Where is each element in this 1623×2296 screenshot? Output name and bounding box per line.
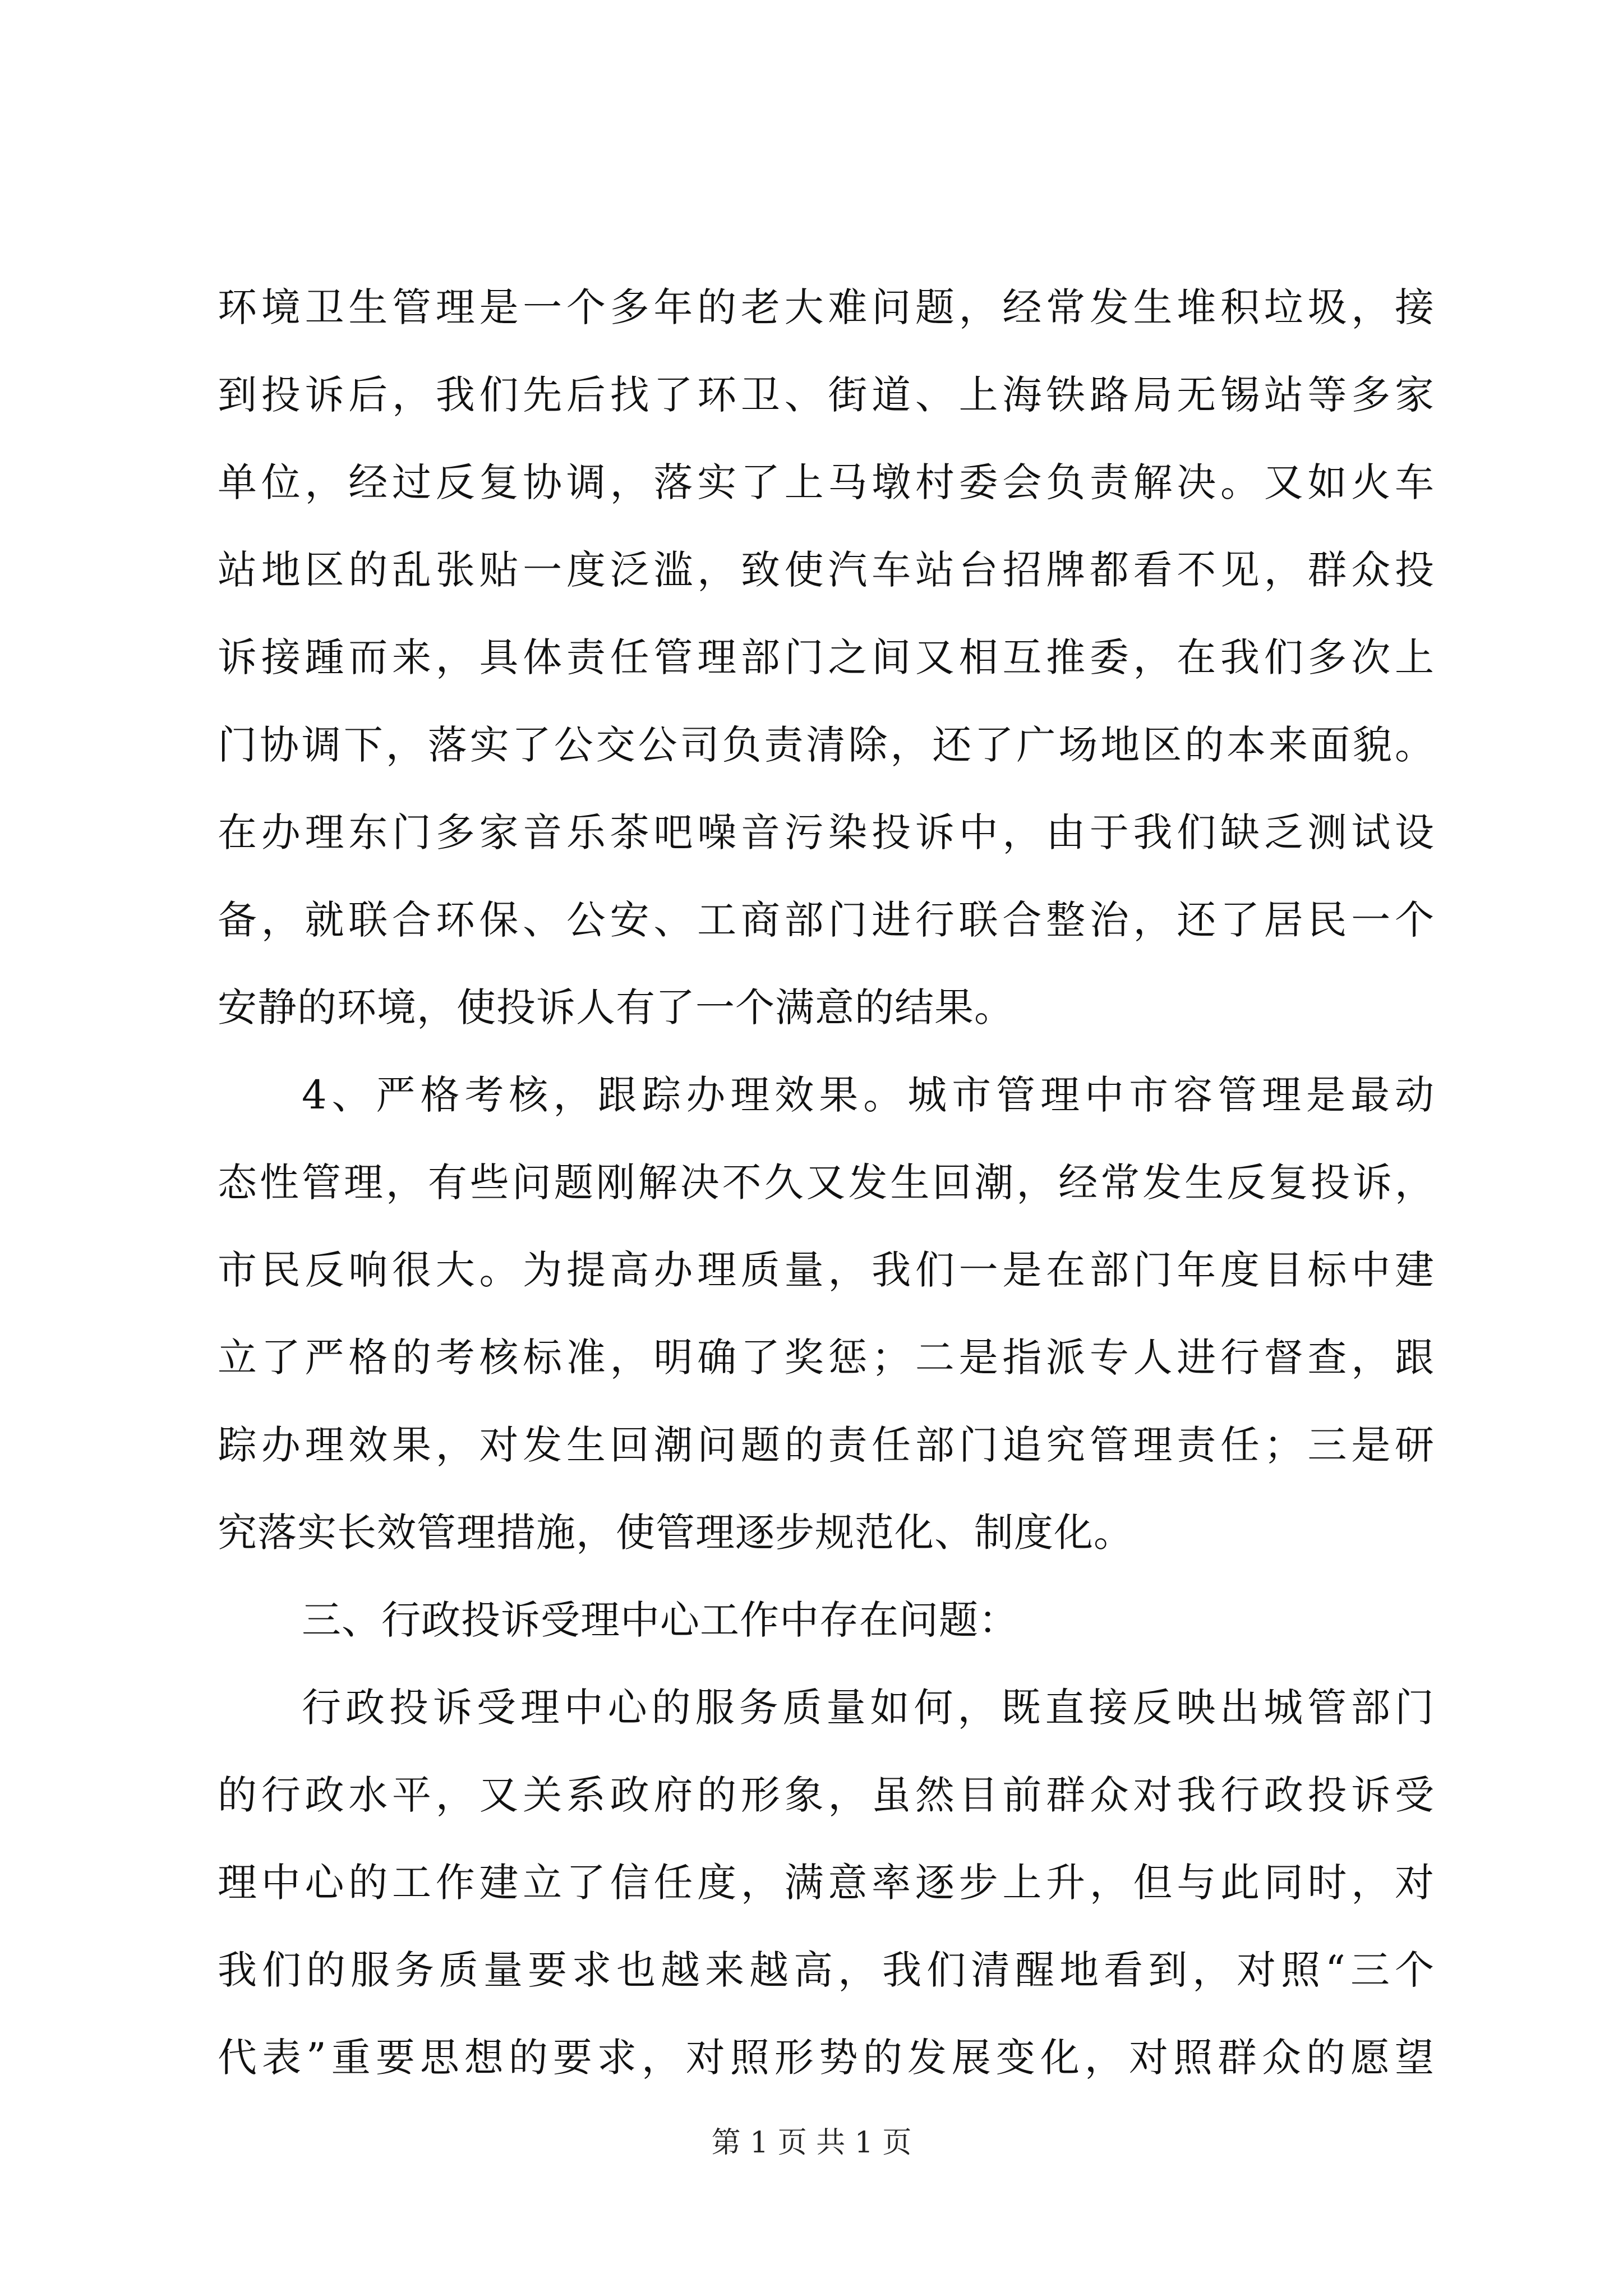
section-heading: 三、行政投诉受理中心工作中存在问题： (302, 1597, 1018, 1643)
text-line: 安静的环境，使投诉人有了一个满意的结果。 (218, 984, 1014, 1030)
text-line: 站地区的乱张贴一度泛滥，致使汽车站台招牌都看不见，群众投 (218, 547, 1435, 593)
text-line: 立了严格的考核标准，明确了奖惩；二是指派专人进行督查，跟 (218, 1335, 1435, 1381)
text-line: 单位，经过反复协调，落实了上马墩村委会负责解决。又如火车 (218, 459, 1435, 505)
text-line: 行政投诉受理中心的服务质量如何，既直接反映出城管部门 (302, 1685, 1435, 1731)
text-line: 态性管理，有些问题刚解决不久又发生回潮，经常发生反复投诉， (218, 1159, 1435, 1205)
text-line: 代表”重要思想的要求，对照形势的发展变化，对照群众的愿望 (218, 2035, 1435, 2081)
page-footer: 第 1 页 共 1 页 (711, 2126, 912, 2160)
text-line: 诉接踵而来，具体责任管理部门之间又相互推委，在我们多次上 (218, 634, 1435, 680)
text-line: 市民反响很大。为提高办理质量，我们一是在部门年度目标中建 (218, 1247, 1435, 1293)
text-line: 备，就联合环保、公安、工商部门进行联合整治，还了居民一个 (218, 897, 1435, 943)
text-line: 的行政水平，又关系政府的形象，虽然目前群众对我行政投诉受 (218, 1772, 1435, 1818)
text-line: 在办理东门多家音乐茶吧噪音污染投诉中，由于我们缺乏测试设 (218, 809, 1435, 855)
text-line: 4、严格考核，跟踪办理效果。城市管理中市容管理是最动 (302, 1072, 1435, 1118)
body-text (218, 264, 1435, 2101)
text-line: 环境卫生管理是一个多年的老大难问题，经常发生堆积垃圾，接 (218, 284, 1435, 330)
text-line: 到投诉后，我们先后找了环卫、街道、上海铁路局无锡站等多家 (218, 372, 1435, 418)
text-line: 理中心的工作建立了信任度，满意率逐步上升，但与此同时，对 (218, 1860, 1435, 1906)
text-line: 门协调下，落实了公交公司负责清除，还了广场地区的本来面貌。 (218, 722, 1435, 768)
text-line: 踪办理效果，对发生回潮问题的责任部门追究管理责任；三是研 (218, 1422, 1435, 1468)
text-line: 我们的服务质量要求也越来越高，我们清醒地看到，对照“三个 (218, 1947, 1435, 1993)
text-line: 究落实长效管理措施，使管理逐步规范化、制度化。 (218, 1510, 1133, 1556)
